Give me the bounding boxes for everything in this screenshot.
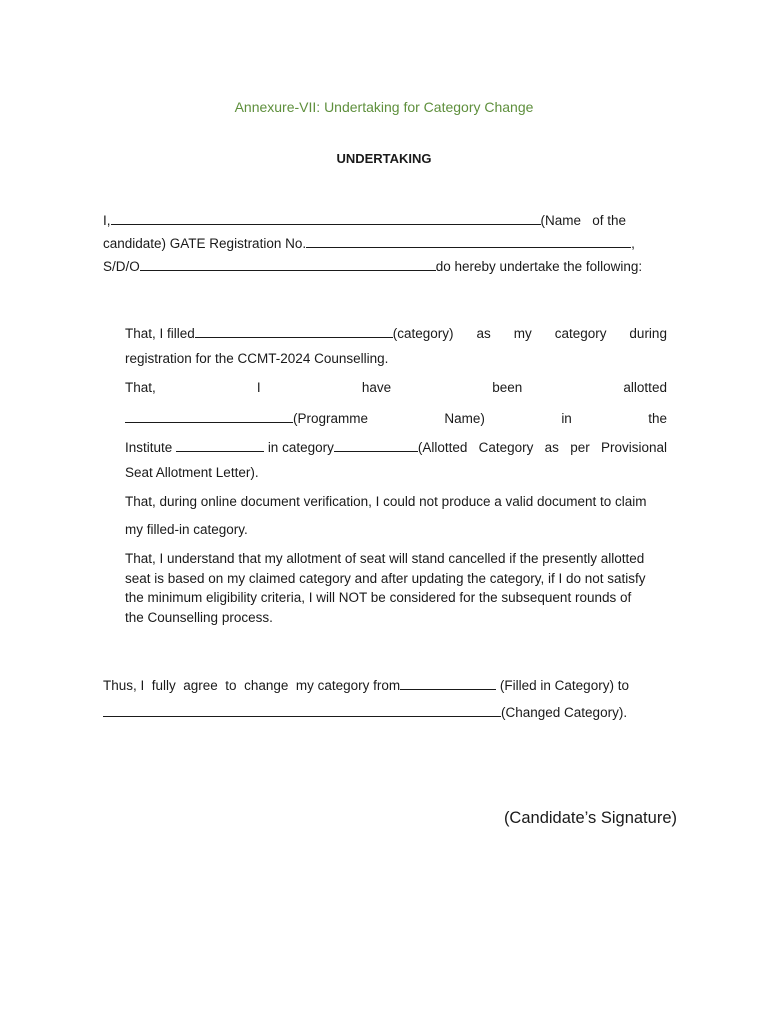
conclusion-line-2 — [103, 702, 627, 720]
clause1-start — [125, 323, 454, 341]
clause-word: have — [361, 380, 392, 395]
clause-text: That, I filled — [125, 326, 195, 341]
clause-text: in category — [267, 440, 334, 455]
intro-text: , — [631, 236, 635, 251]
clause2-line-4: Seat Allotment Letter). — [125, 465, 259, 480]
clause-text: (Allotted — [417, 440, 468, 455]
intro-text: do hereby undertake the following: — [435, 259, 643, 274]
clause3-line-2: my filled-in category. — [125, 522, 248, 537]
clause4-line-4: the Counselling process. — [125, 610, 273, 625]
clause-word: per — [570, 440, 590, 455]
clause-word: allotted — [623, 380, 667, 395]
clause-word: my — [513, 326, 532, 341]
intro-text: (Name of the — [540, 213, 627, 228]
clause4-line-3: the minimum eligibility criteria, I will NOT be considered for the subsequent rounds of — [125, 590, 632, 605]
conclusion-text: (Filled in Category) to — [499, 678, 629, 693]
clause-word: That, — [125, 380, 156, 395]
clause-word: Name) — [444, 411, 485, 426]
clause-word: (Programme — [293, 411, 369, 426]
clause-word: Provisional — [600, 440, 667, 455]
programme-blank — [125, 408, 293, 423]
clause2-line-2 — [125, 408, 667, 426]
candidate-signature-label: (Candidate’s Signature) — [503, 809, 677, 827]
conclusion-line-1 — [103, 675, 629, 693]
intro-line-3 — [103, 256, 642, 274]
sdo-blank — [140, 256, 436, 271]
clause-word: in — [561, 411, 572, 426]
clause-text: Institute — [125, 440, 173, 455]
clause-text: (category) — [392, 326, 454, 341]
clause2-line-3 — [125, 437, 667, 455]
filled-category-blank — [400, 675, 496, 690]
clause-word: category — [554, 326, 607, 341]
intro-text: candidate) GATE Registration No. — [103, 236, 307, 251]
clause1-line-1 — [125, 323, 667, 341]
undertaking-heading: UNDERTAKING — [336, 151, 432, 166]
institute-blank — [176, 437, 264, 452]
intro-line-2 — [103, 233, 635, 251]
clause3-line-1: That, during online document verification, I could not produce a valid document to claim — [125, 494, 647, 509]
clause4-line-2: seat is based on my claimed category and after updating the category, if I do not satisfy — [125, 571, 646, 586]
conclusion-text: Thus, I fully agree to change my category from — [103, 678, 401, 693]
intro-text: I, — [103, 213, 111, 228]
intro-line-1 — [103, 210, 633, 228]
clause-word: the — [648, 411, 667, 426]
clause-word: been — [492, 380, 523, 395]
registration-blank — [306, 233, 631, 248]
name-blank — [111, 210, 541, 225]
programme-name-group — [125, 408, 368, 426]
clause-word: during — [629, 326, 667, 341]
clause-word: as — [476, 326, 491, 341]
clause-word: Category — [478, 440, 534, 455]
clause-word: as — [544, 440, 559, 455]
clause-word: I — [256, 380, 261, 395]
annexure-title: Annexure-VII: Undertaking for Category Change — [234, 99, 534, 115]
changed-category-blank — [103, 702, 501, 717]
clause2-line-1 — [125, 380, 667, 395]
category-blank — [195, 323, 393, 338]
allotted-category-blank — [334, 437, 418, 452]
clause1-line-2: registration for the CCMT-2024 Counselling. — [125, 351, 389, 366]
institute-group — [125, 437, 467, 455]
intro-text: S/D/O — [103, 259, 140, 274]
conclusion-text: (Changed Category). — [501, 705, 628, 720]
clause4-line-1: That, I understand that my allotment of seat will stand cancelled if the presently allotted — [125, 551, 645, 566]
